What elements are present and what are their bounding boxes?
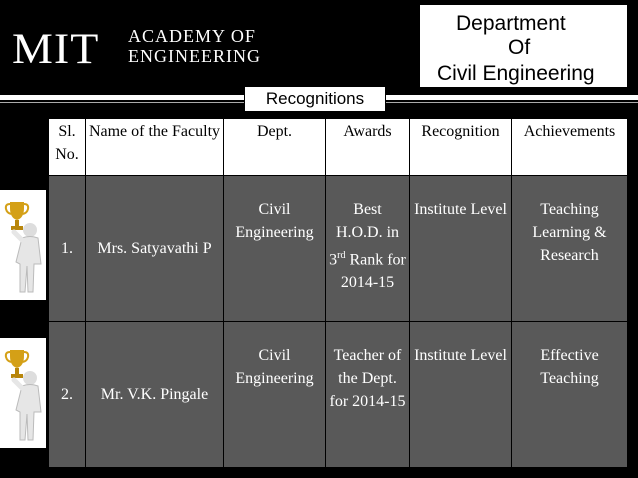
department-line-1: Department: [456, 12, 566, 35]
trophy-figure-image-2: [0, 338, 46, 448]
header-name: Name of the Faculty: [86, 119, 224, 176]
table-header-row: [49, 119, 628, 176]
trophy-icon: [0, 190, 46, 300]
header-recognition: Recognition: [410, 119, 512, 176]
header-dept: Dept.: [224, 119, 326, 176]
cell-dept: Civil Engineering: [224, 176, 326, 322]
trophy-icon: [0, 338, 46, 448]
logo-mit: MIT: [12, 24, 100, 73]
trophy-figure-image-1: [0, 190, 46, 300]
cell-achievement: Effective Teaching: [512, 322, 628, 468]
section-title: Recognitions: [244, 86, 386, 112]
logo-academy-text: [128, 26, 261, 66]
cell-name: Mr. V.K. Pingale: [86, 322, 224, 468]
header-awards: Awards: [326, 119, 410, 176]
department-line-2: Of: [508, 36, 531, 59]
table-row: [49, 176, 628, 322]
logo-line-2: ENGINEERING: [128, 46, 261, 66]
cell-sl: 2.: [49, 322, 86, 468]
cell-dept: Civil Engineering: [224, 322, 326, 468]
department-line-3: Civil Engineering: [437, 62, 595, 85]
award-text: Best H.O.D. in 3: [329, 201, 400, 269]
cell-achievement: Teaching Learning & Research: [512, 176, 628, 322]
cell-sl: 1.: [49, 176, 86, 322]
cell-award: Teacher of the Dept. for 2014-15: [326, 322, 410, 468]
recognitions-table: [48, 118, 628, 468]
header-sl-no: Sl. No.: [49, 119, 86, 176]
logo-line-1: ACADEMY OF: [128, 26, 256, 46]
award-text-rest: Rank for 2014-15: [340, 251, 406, 292]
cell-recognition: Institute Level: [410, 176, 512, 322]
table-row: [49, 322, 628, 468]
department-box: [420, 5, 627, 87]
header-achievements: Achievements: [512, 119, 628, 176]
cell-recognition: Institute Level: [410, 322, 512, 468]
award-superscript: rd: [337, 250, 346, 261]
cell-award: [326, 176, 410, 322]
cell-name: Mrs. Satyavathi P: [86, 176, 224, 322]
